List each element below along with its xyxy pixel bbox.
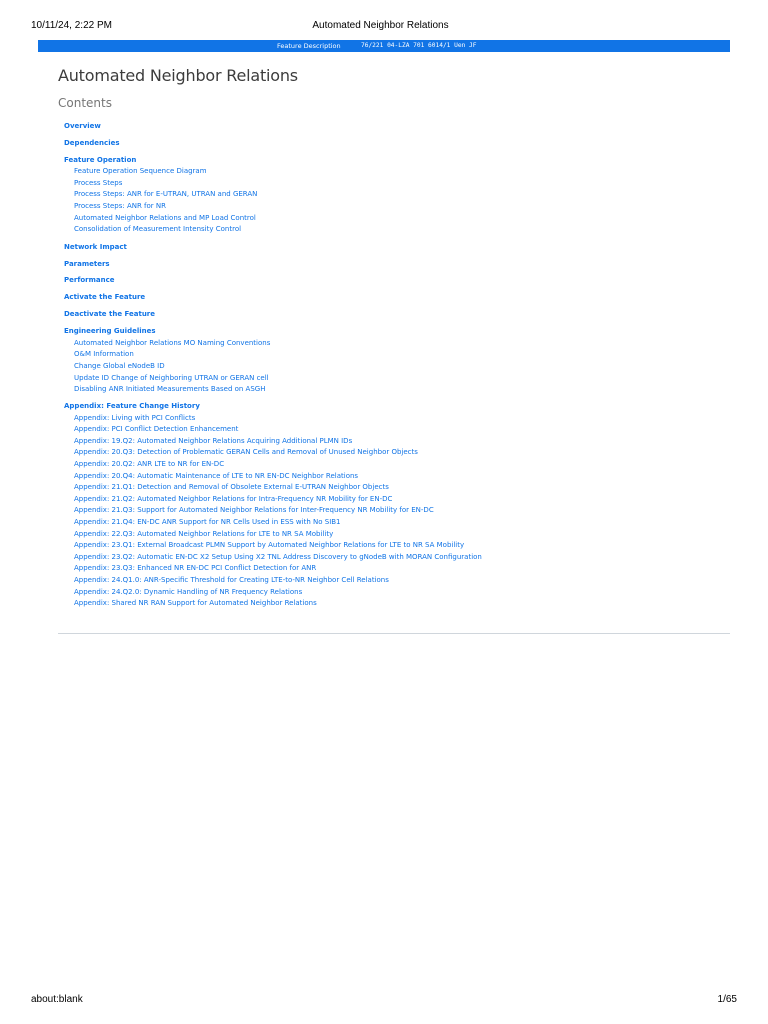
toc-link[interactable]: Deactivate the Feature: [64, 310, 156, 319]
toc-section: [64, 121, 724, 132]
toc-section: [64, 275, 724, 286]
toc-sublink[interactable]: Appendix: 21.Q4: EN-DC ANR Support for NR Cells Used in ESS with No SIB1: [74, 518, 341, 527]
toc-section: [64, 259, 724, 270]
toc-sublink[interactable]: Appendix: 23.Q1: External Broadcast PLMN Support by Automated Neighbor Relations for LTE to NR SA Mobility: [74, 541, 465, 550]
toc-link[interactable]: Feature Operation: [64, 155, 137, 164]
toc-section: [64, 138, 724, 149]
toc-sublink[interactable]: Appendix: 23.Q3: Enhanced NR EN-DC PCI Conflict Detection for ANR: [74, 564, 317, 573]
toc-link[interactable]: Engineering Guidelines: [64, 327, 156, 336]
toc-sublink[interactable]: Appendix: 20.Q3: Detection of Problematic GERAN Cells and Removal of Unused Neighbor Objects: [74, 448, 418, 457]
document-info-bar: [38, 40, 730, 52]
print-page-title: Automated Neighbor Relations: [312, 20, 449, 31]
toc-sublink[interactable]: Feature Operation Sequence Diagram: [74, 167, 207, 176]
toc-section: [64, 242, 724, 253]
toc-section: [64, 401, 724, 609]
toc-sublink[interactable]: Appendix: 23.Q2: Automatic EN-DC X2 Setup Using X2 TNL Address Discovery to gNodeB with MORAN Configuration: [74, 552, 482, 561]
toc-sublink[interactable]: Appendix: Living with PCI Conflicts: [74, 413, 196, 422]
toc-link[interactable]: Parameters: [64, 259, 110, 268]
toc-sublink[interactable]: Appendix: 19.Q2: Automated Neighbor Relations Acquiring Additional PLMN IDs: [74, 436, 353, 445]
toc-sublink[interactable]: Change Global eNodeB ID: [74, 361, 165, 370]
toc-section: [64, 292, 724, 303]
toc-sublink[interactable]: Appendix: 20.Q4: Automatic Maintenance of LTE to NR EN-DC Neighbor Relations: [74, 471, 359, 480]
toc-sublink[interactable]: Appendix: 24.Q2.0: Dynamic Handling of NR Frequency Relations: [74, 587, 303, 596]
document-title: Automated Neighbor Relations: [58, 66, 298, 85]
print-datetime: 10/11/24, 2:22 PM: [31, 20, 112, 31]
document-type-label: Feature Description: [277, 42, 341, 50]
contents-heading: Contents: [58, 96, 112, 110]
page-number: 1/65: [717, 994, 737, 1005]
toc-sublink[interactable]: Appendix: 21.Q2: Automated Neighbor Relations for Intra-Frequency NR Mobility for EN-DC: [74, 494, 393, 503]
toc-sublink[interactable]: Process Steps: ANR for NR: [74, 202, 167, 211]
toc-link[interactable]: Performance: [64, 276, 115, 285]
print-header: [31, 19, 730, 33]
toc-sublink[interactable]: O&M Information: [74, 350, 134, 359]
toc-sublink[interactable]: Update ID Change of Neighboring UTRAN or GERAN cell: [74, 373, 269, 382]
toc-sublink[interactable]: Consolidation of Measurement Intensity Control: [74, 225, 242, 234]
content-divider: [58, 633, 730, 634]
toc-sublink[interactable]: Automated Neighbor Relations and MP Load Control: [74, 213, 256, 222]
toc-link[interactable]: Overview: [64, 122, 101, 130]
toc-link[interactable]: Network Impact: [64, 242, 127, 251]
toc-link[interactable]: Appendix: Feature Change History: [64, 402, 200, 411]
toc-sublink[interactable]: Appendix: 22.Q3: Automated Neighbor Relations for LTE to NR SA Mobility: [74, 529, 334, 538]
print-url: about:blank: [31, 994, 83, 1005]
toc-link[interactable]: Dependencies: [64, 138, 120, 147]
toc-sublink[interactable]: Appendix: 21.Q3: Support for Automated Neighbor Relations for Inter-Frequency NR Mobility for EN-DC: [74, 506, 434, 515]
toc-sublink[interactable]: Disabling ANR Initiated Measurements Based on ASGH: [74, 385, 266, 394]
toc-section: [64, 155, 724, 236]
print-footer: [31, 993, 737, 1007]
toc-section: [64, 326, 724, 395]
toc-sublink[interactable]: Process Steps: ANR for E-UTRAN, UTRAN and GERAN: [74, 190, 258, 199]
toc-sublink[interactable]: Appendix: Shared NR RAN Support for Automated Neighbor Relations: [74, 599, 317, 608]
toc-sublink[interactable]: Appendix: 24.Q1.0: ANR-Specific Threshold for Creating LTE-to-NR Neighbor Cell Relations: [74, 576, 389, 584]
toc-link[interactable]: Activate the Feature: [64, 293, 146, 302]
toc-section: [64, 309, 724, 320]
document-id: 76/221 04-LZA 701 6014/1 Uen JF: [361, 42, 477, 49]
toc-sublink[interactable]: Appendix: 21.Q1: Detection and Removal of Obsolete External E-UTRAN Neighbor Objects: [74, 483, 389, 492]
toc-sublink[interactable]: Appendix: 20.Q2: ANR LTE to NR for EN-DC: [74, 460, 225, 469]
toc-sublink[interactable]: Process Steps: [74, 178, 123, 187]
toc-sublink[interactable]: Appendix: PCI Conflict Detection Enhancement: [74, 425, 239, 434]
table-of-contents: [64, 121, 724, 610]
toc-sublink[interactable]: Automated Neighbor Relations MO Naming Conventions: [74, 338, 271, 347]
